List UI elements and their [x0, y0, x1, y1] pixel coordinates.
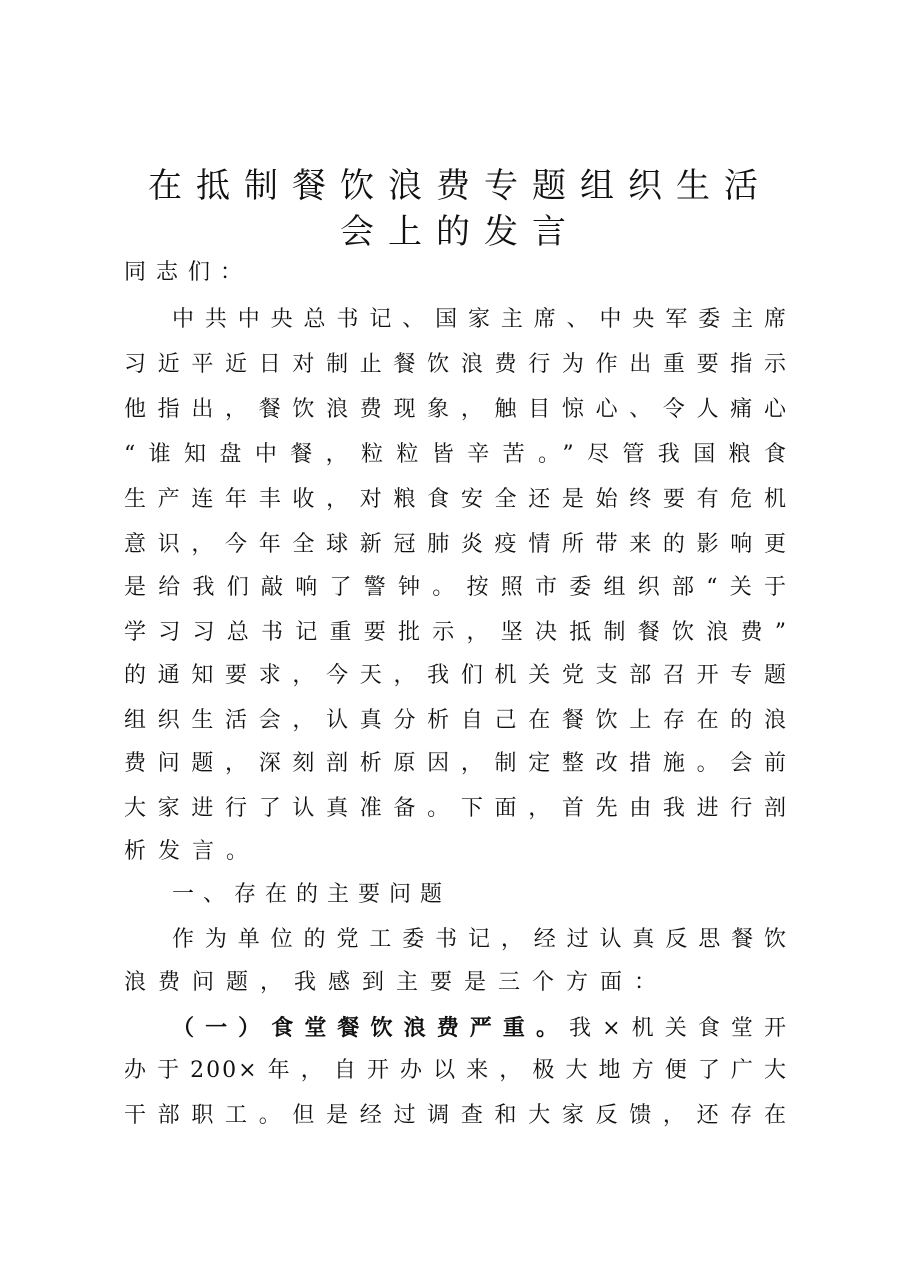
paragraph-3-line-2: 办于200×年，自开办以来，极大地方便了广大 — [124, 1058, 788, 1083]
paragraph-3-line-1 — [172, 1013, 788, 1044]
paragraph-1-line-2: 习近平近日对制止餐饮浪费行为作出重要指示 — [124, 352, 788, 377]
paragraph-1-line-5: 生产连年丰收，对粮食安全还是始终要有危机 — [124, 487, 788, 512]
document-title-line-2: 会上的发言 — [340, 212, 580, 252]
paragraph-1-line-13: 析发言。 — [124, 839, 261, 864]
document-title-line-1: 在抵制餐饮浪费专题组织生活 — [148, 166, 772, 206]
paragraph-1-line-1: 中共中央总书记、国家主席、中央军委主席 — [172, 307, 788, 332]
paragraph-1-line-7: 是给我们敲响了警钟。按照市委组织部“关于 — [124, 575, 788, 600]
paragraph-2-line-1: 作为单位的党工委书记，经过认真反思餐饮 — [172, 927, 788, 952]
paragraph-3-line-3: 干部职工。但是经过调查和大家反馈，还存在 — [124, 1103, 788, 1128]
paragraph-2-line-2: 浪费问题，我感到主要是三个方面： — [124, 970, 669, 995]
paragraph-1-line-9: 的通知要求，今天，我们机关党支部召开专题 — [124, 663, 788, 688]
paragraph-3-line-1-text: 我×机关食堂开 — [569, 1016, 788, 1041]
paragraph-1-line-12: 大家进行了认真准备。下面，首先由我进行剖 — [124, 796, 788, 821]
paragraph-1-line-10: 组织生活会，认真分析自己在餐饮上存在的浪 — [124, 708, 788, 733]
paragraph-1-line-8: 学习习总书记重要批示，坚决抵制餐饮浪费” — [124, 620, 788, 645]
salutation: 同志们： — [124, 260, 253, 285]
subsection-1-lead: （一）食堂餐饮浪费严重。 — [172, 1015, 570, 1041]
paragraph-1-line-4: “谁知盘中餐，粒粒皆辛苦。”尽管我国粮食 — [124, 442, 788, 467]
paragraph-1-line-6: 意识，今年全球新冠肺炎疫情所带来的影响更 — [124, 532, 788, 557]
paragraph-1-line-11: 费问题，深刻剖析原因，制定整改措施。会前 — [124, 751, 788, 776]
paragraph-1-line-3: 他指出，餐饮浪费现象，触目惊心、令人痛心 — [124, 397, 788, 422]
section-1-heading: 一、存在的主要问题 — [172, 882, 452, 907]
